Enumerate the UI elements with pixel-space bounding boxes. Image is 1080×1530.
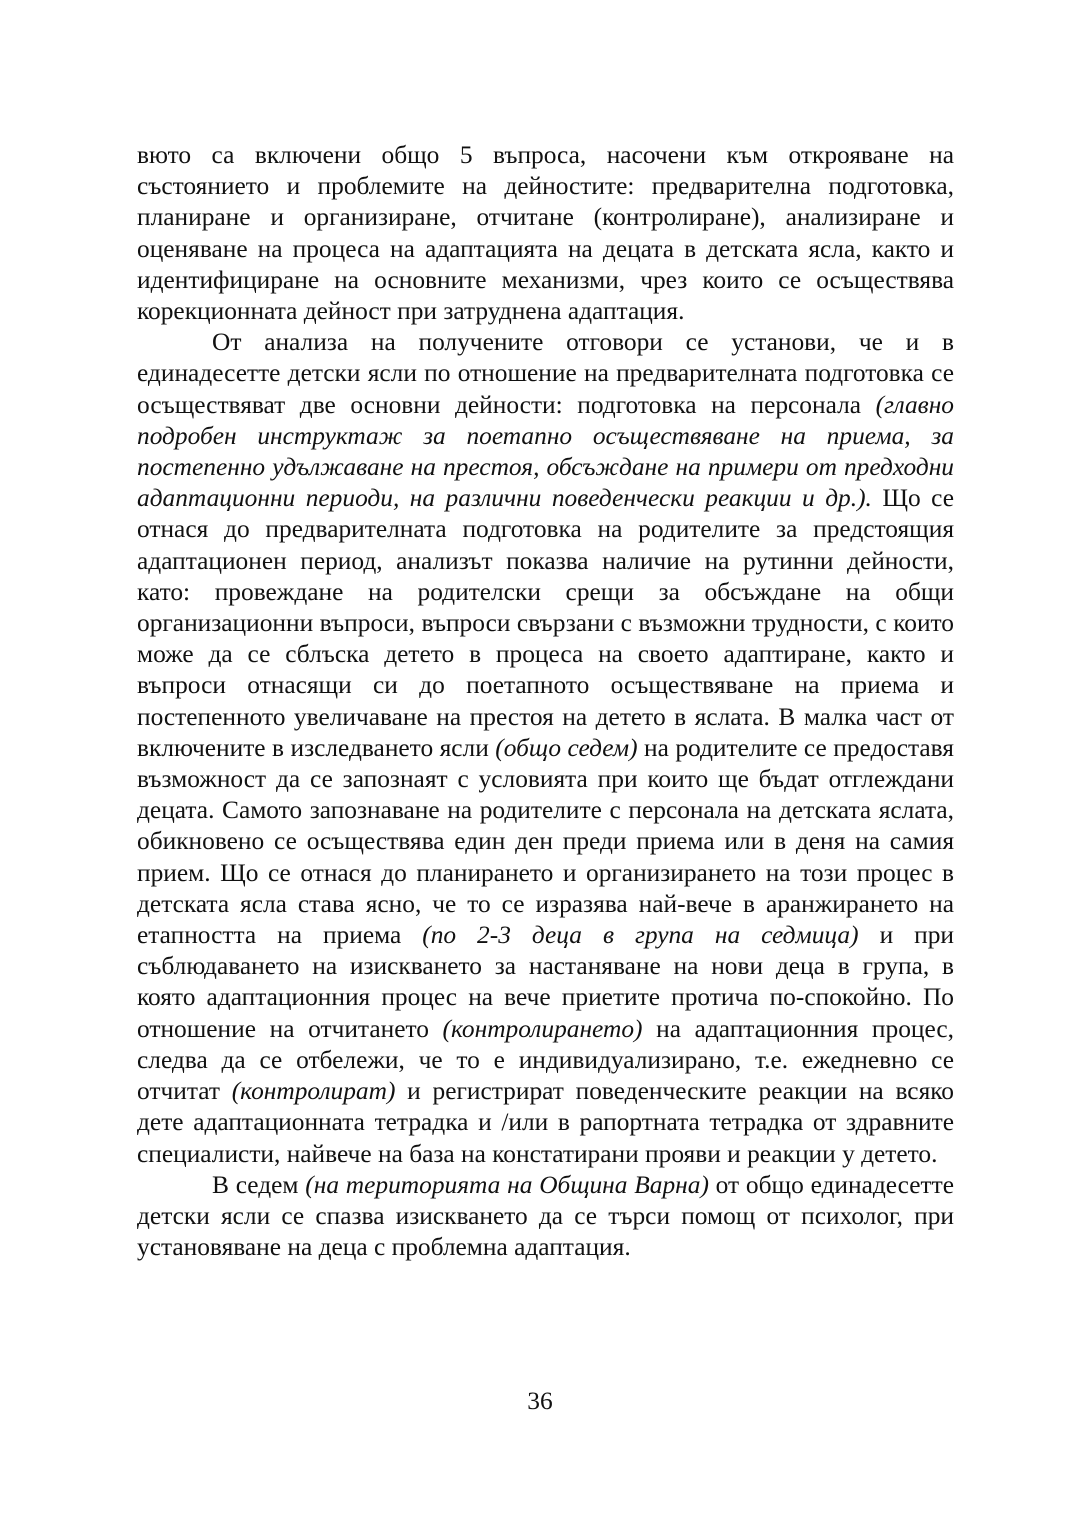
text-segment: и регистрират поведенческите реакции на всяко дете адаптационната тетрадка и /или в рапортната тетрадка от здравните специалисти, найвече на база на констатирани прояви и реакции у детето.: [137, 1077, 954, 1168]
italic-text-segment: (на територията на Община Варна): [305, 1170, 709, 1199]
paragraph-2: [137, 327, 954, 1169]
italic-text-segment: (главно подробен инструктаж за поетапно осъществяване на приема, за постепенно удължаване на престоя, обсъждане на примери от предходни адаптационни периоди, на различни поведенчески реакции и др.).: [137, 390, 954, 513]
text-segment: Що се отнася до предварителната подготовка на родителите за предстоящия адаптационен период, анализът показва наличие на рутинни дейности, като: провеждане на родителски срещи за обсъждане на общи организационни въпроси, въпроси свързани с възможни трудности, с които може да се сблъска детето в процеса на своето адаптиране, както и въпроси отнасящи си до поетапното осъществяване на приема и постепенното увеличаване на престоя на детето в яслата. В малка част от включените в изследването ясли: [137, 484, 954, 762]
body-text: [137, 140, 954, 1263]
text-segment: на адаптационния процес, следва да се отбележи, че то е индивидуализирано, т.е. ежедневно се отчитат: [137, 1014, 954, 1106]
paragraph-3: [137, 1170, 954, 1264]
page-number: 36: [527, 1387, 553, 1415]
italic-text-segment: (общо седем): [495, 733, 638, 762]
text-segment: от общо единадесетте детски ясли се спазва изискването да се търси помощ от психолог, при установяване на деца с проблемна адаптация.: [137, 1170, 954, 1262]
text-segment: В седем: [212, 1170, 306, 1199]
text-segment: на родителите се предоставя възможност да се запознаят с условията при които ще бъдат отглеждани децата. Самото запознаване на родителите с персонала на детската яслата, обикновено се осъществява един ден преди приема или в деня на самия прием. Що се отнася до планирането и организирането на този процес в детската ясла става ясно, че то се изразява най-вече в аранжирането на етапността на приема: [137, 733, 954, 950]
text-segment: От анализа на получените отговори се установи, че и в единадесетте детски ясли по отношение на предварителната подготовка се осъществяват две основни дейности: подготовка на персонала: [137, 328, 954, 419]
italic-text-segment: (контролират): [231, 1077, 396, 1106]
text-segment: и при съблюдаването на изискването за настаняване на нови деца в група, в която адаптационния процес на вече приетите протича по-спокойно. По отношение на отчитането: [137, 921, 954, 1043]
italic-text-segment: (по 2-3 деца в група на седмица): [422, 921, 859, 950]
text-segment: вюто са включени общо 5 въпроса, насочени към открояване на състоянието и проблемите на дейностите: предварителна подготовка, планиране и организиране, отчитане (контролиране), анализиране и оценяване на процеса на адаптацията на децата в детската ясла, както и идентифициране на основните механизми, чрез които се осъществява корекционната дейност при затруднена адаптация.: [137, 141, 954, 326]
italic-text-segment: (контролирането): [442, 1014, 643, 1043]
paragraph-1: [137, 140, 954, 327]
